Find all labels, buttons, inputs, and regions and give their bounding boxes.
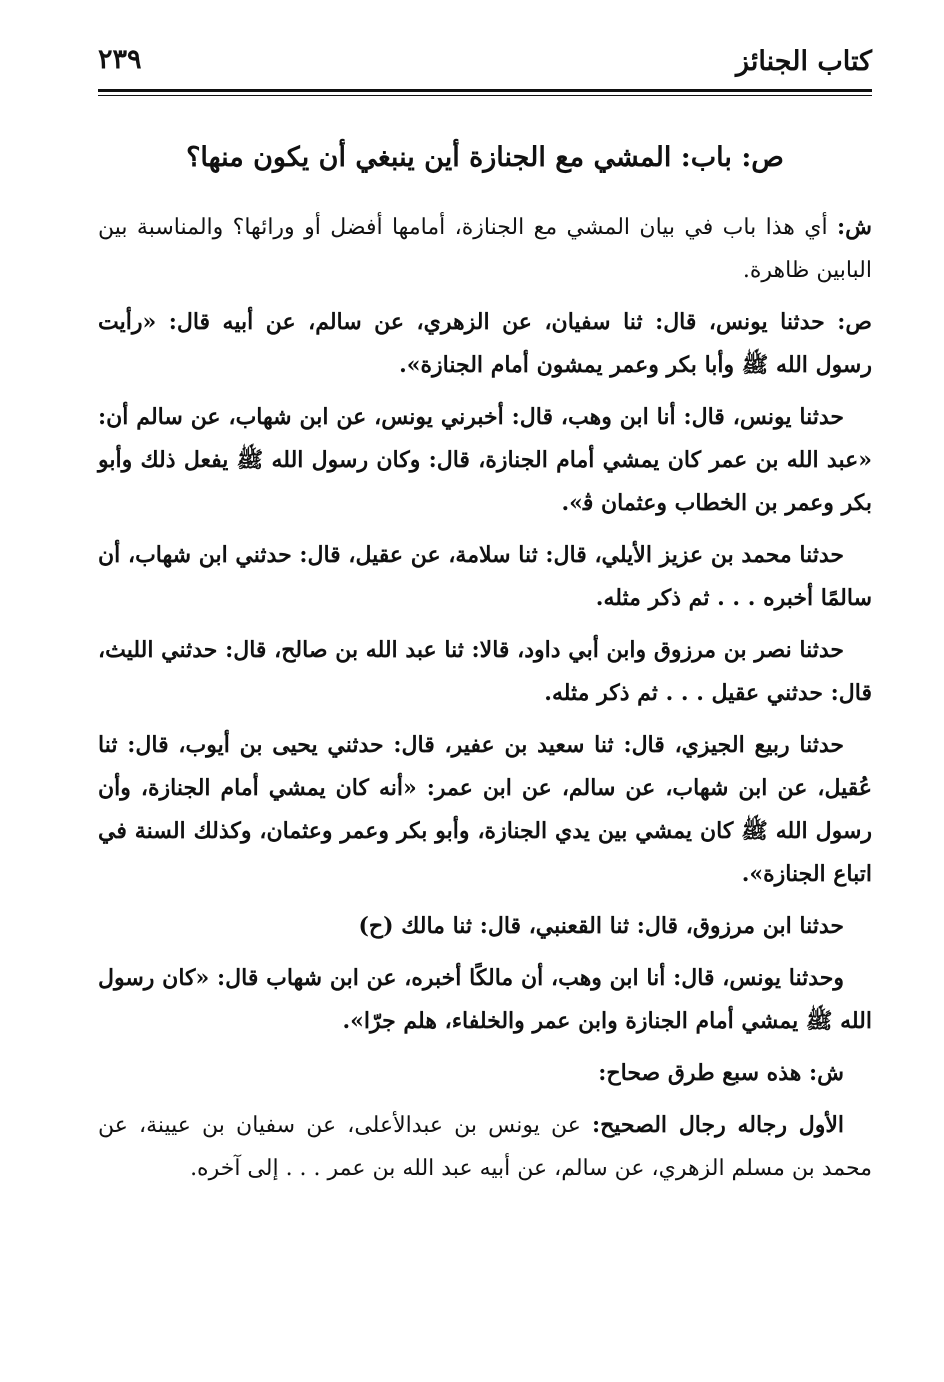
paragraph-5 [98, 629, 872, 715]
paragraph-1-marker: ش: [837, 214, 872, 240]
body-text [98, 206, 872, 1199]
paragraph-4-text: حدثنا محمد بن عزيز الأيلي، قال: ثنا سلامة، عن عقيل، قال: حدثني ابن شهاب، أن سالمًا أخبره . . . ثم ذكر مثله. [98, 542, 872, 611]
paragraph-2-text: حدثنا يونس، قال: ثنا سفيان، عن الزهري، عن سالم، عن أبيه قال: «رأيت رسول الله ﷺ وأبا بكر وعمر يمشون أمام الجنازة». [98, 309, 872, 378]
paragraph-3 [98, 396, 872, 525]
paragraph-3-text: حدثنا يونس، قال: أنا ابن وهب، قال: أخبرني يونس، عن ابن شهاب، عن سالم أن: «عبد الله بن عمر كان يمشي أمام الجنازة، قال: وكان رسول الله ﷺ يفعل ذلك وأبو بكر وعمر بن الخطاب وعثمان ﭬ». [98, 404, 872, 516]
chapter-heading: ص: باب: المشي مع الجنازة أين ينبغي أن يكون منها؟ [186, 142, 784, 173]
paragraph-7-text: حدثنا ابن مرزوق، قال: ثنا القعنبي، قال: ثنا مالك (ح) [358, 913, 844, 939]
paragraph-9 [98, 1052, 872, 1095]
page-header [98, 40, 872, 92]
paragraph-9-marker: ش: [809, 1060, 844, 1086]
paragraph-7 [98, 905, 872, 948]
paragraph-6-text: حدثنا ربيع الجيزي، قال: ثنا سعيد بن عفير، قال: حدثني يحيى بن أيوب، قال: ثنا عُقيل، عن ابن شهاب، عن سالم، عن ابن عمر: «أنه كان يمشي أمام الجنازة، وأن رسول الله ﷺ كان يمشي بين يدي الجنازة، وأبو بكر وعمر وعثمان، وكذلك السنة في اتباع الجنازة». [98, 732, 872, 887]
running-title: كتاب الجنائز [736, 46, 872, 77]
paragraph-10 [98, 1104, 872, 1190]
paragraph-1 [98, 206, 872, 292]
paragraph-4 [98, 534, 872, 620]
paragraph-6 [98, 724, 872, 896]
paragraph-10-text: عن يونس بن عبدالأعلى، عن سفيان بن عيينة، عن محمد بن مسلم الزهري، عن سالم، عن أبيه عبد الله بن عمر . . . إلى آخره. [98, 1113, 872, 1181]
paragraph-2-marker: ص: [837, 309, 872, 335]
paragraph-10-marker: الأول رجاله رجال الصحيح: [591, 1112, 844, 1138]
page-number: ٢٣٩ [98, 44, 142, 75]
paragraph-5-text: حدثنا نصر بن مرزوق وابن أبي داود، قالا: ثنا عبد الله بن صالح، قال: حدثني الليث، قال: حدثني عقيل . . . ثم ذكر مثله. [98, 637, 872, 706]
paragraph-1-text: أي هذا باب في بيان المشي مع الجنازة، أمامها أفضل أو ورائها؟ والمناسبة بين البابين ظاهرة. [98, 215, 872, 283]
header-rule-thin [98, 95, 872, 96]
header-rule-thick [98, 89, 872, 92]
paragraph-2 [98, 301, 872, 387]
paragraph-9-text: هذه سبع طرق صحاح: [598, 1060, 810, 1086]
paragraph-8-text: وحدثنا يونس، قال: أنا ابن وهب، أن مالكًا أخبره، عن ابن شهاب قال: «كان رسول الله ﷺ يمشي أمام الجنازة وابن عمر والخلفاء، هلم جرّا». [98, 965, 872, 1034]
paragraph-8 [98, 957, 872, 1043]
